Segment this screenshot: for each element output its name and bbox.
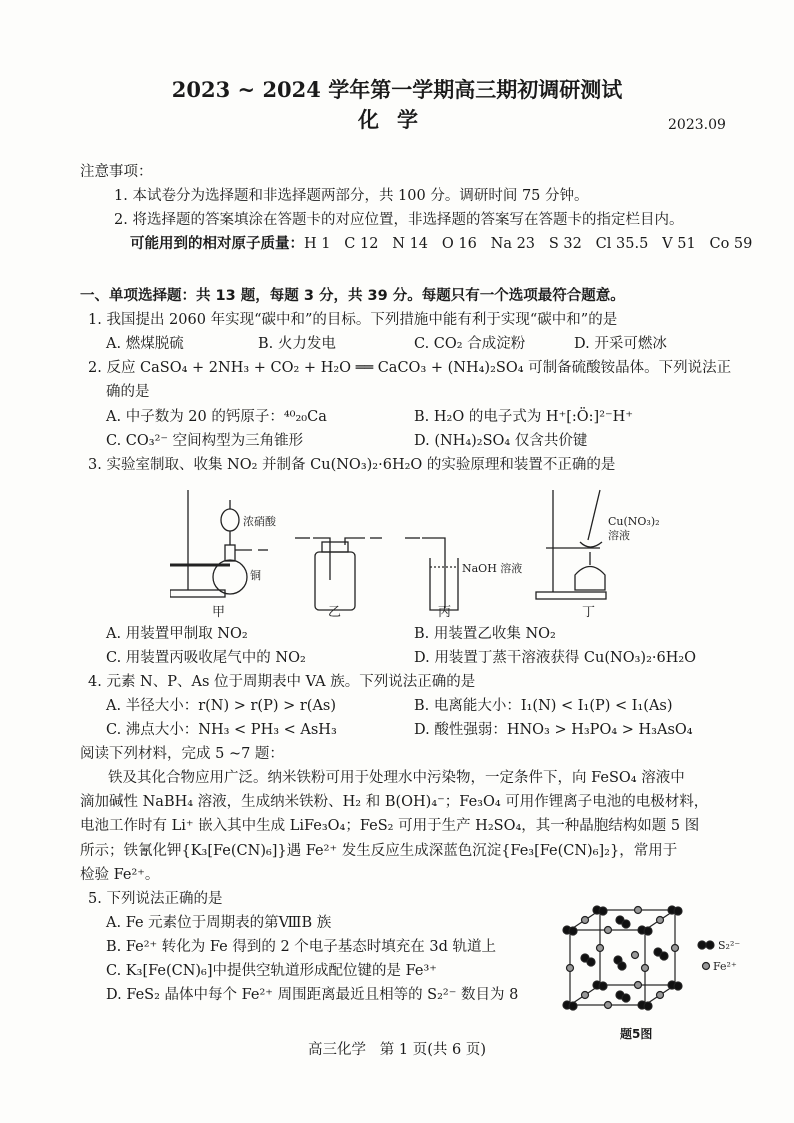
label-cu-no3: Cu(NO₃)₂ [608,515,660,528]
section-heading: 一、单项选择题：共 13 题，每题 3 分，共 39 分。每题只有一个选项最符合题意。 [80,288,625,304]
label-conc-nitric: 浓硝酸 [243,515,276,528]
apparatus-bing [405,538,522,620]
question-2-stem: 2. 反应 CaSO₄ + 2NH₃ + CO₂ + H₂O ══ CaCO₃ + (NH₄)₂SO₄ 可制备硫酸铵晶体。下列说法正 [88,360,732,376]
option: B. 火力发电 [258,336,336,352]
option: B. H₂O 的电子式为 H⁺[:Ö:]²⁻H⁺ [414,409,633,425]
option: D. FeS₂ 晶体中每个 Fe²⁺ 周围距离最近且相等的 S₂²⁻ 数目为 8 [106,987,519,1003]
legend-s2: S₂²⁻ [718,939,741,952]
option: C. 沸点大小：NH₃ < PH₃ < AsH₃ [106,722,337,738]
notes-heading: 注意事项： [80,164,153,180]
question-1-stem: 1. 我国提出 2060 年实现“碳中和”的目标。下列措施中能有利于实现“碳中和”的是 [88,312,618,328]
reading-line: 滴加碱性 NaBH₄ 溶液，生成纳米铁粉、H₂ 和 B(OH)₄⁻；Fe₃O₄ 可用作锂离子电池的电极材料， [80,794,709,810]
apparatus-jia [170,490,277,620]
apparatus-ding [536,490,660,620]
option: A. Fe 元素位于周期表的第ⅧB 族 [106,915,332,931]
label-naoh: NaOH 溶液 [462,562,523,575]
reading-line: 电池工作时有 Li⁺ 嵌入其中生成 LiFe₃O₄；FeS₂ 可用于生产 H₂SO₄，其一种晶胞结构如题 5 图 [80,818,700,834]
option: A. 中子数为 20 的钙原子：⁴⁰₂₀Ca [106,409,327,425]
question-4-stem: 4. 元素 N、P、As 位于周期表中 VA 族。下列说法正确的是 [88,674,476,690]
page-footer: 高三化学 第 1 页(共 6 页) [307,1042,487,1058]
label-jia: 甲 [212,605,226,620]
option: C. CO₃²⁻ 空间构型为三角锥形 [106,433,304,449]
atomic-masses-label: 可能用到的相对原子质量： [130,236,304,252]
label-copper: 铜 [250,569,261,582]
question-2-stem-cont: 确的是 [106,384,150,400]
note-item: 2. 将选择题的答案填涂在答题卡的对应位置，非选择题的答案写在答题卡的指定栏目内。 [114,212,684,228]
question-3-stem: 3. 实验室制取、收集 NO₂ 并制备 Cu(NO₃)₂·6H₂O 的实验原理和装置不正确的是 [88,457,616,473]
option: C. K₃[Fe(CN)₆]中提供空轨道形成配位键的是 Fe³⁺ [106,963,437,979]
option: D. 用装置丁蒸干溶液获得 Cu(NO₃)₂·6H₂O [414,650,697,666]
subject-title: 化学 [358,107,436,132]
option: B. 电离能大小：I₁(N) < I₁(P) < I₁(As) [414,698,673,714]
note-item: 1. 本试卷分为选择题和非选择题两部分，共 100 分。调研时间 75 分钟。 [114,188,589,204]
option: C. 用装置丙吸收尾气中的 NO₂ [106,650,306,666]
option: B. 用装置乙收集 NO₂ [414,626,556,642]
option: D. 酸性强弱：HNO₃ > H₃PO₄ > H₃AsO₄ [414,722,693,738]
exam-date: 2023.09 [668,117,726,133]
label-ding: 丁 [582,605,596,620]
label-yi: 乙 [328,605,342,620]
atomic-masses [130,234,752,254]
exam-title: 2023 ~ 2024 学年第一学期高三期初调研测试 [171,77,623,102]
reading-line: 检验 Fe²⁺。 [80,867,160,883]
label-bing: 丙 [438,605,452,620]
legend-fe2: Fe²⁺ [713,960,737,973]
option: B. Fe²⁺ 转化为 Fe 得到的 2 个电子基态时填充在 3d 轨道上 [106,939,497,955]
option: A. 半径大小：r(N) > r(P) > r(As) [106,698,337,714]
option: D. 开采可燃冰 [574,336,667,352]
option: D. (NH₄)₂SO₄ 仅含共价键 [414,433,588,449]
crystal-cell-figure [560,900,760,1020]
option: A. 用装置甲制取 NO₂ [106,626,248,642]
figure-caption: 题5图 [620,1027,653,1041]
question-5-stem: 5. 下列说法正确的是 [88,891,223,907]
label-solution: 溶液 [608,529,630,542]
apparatus-yi [295,538,382,620]
apparatus-figure [170,480,730,620]
option: C. CO₂ 合成淀粉 [414,336,526,352]
reading-intro: 阅读下列材料，完成 5 ~7 题： [80,746,284,762]
reading-line: 所示；铁氰化钾{K₃[Fe(CN)₆]}遇 Fe²⁺ 发生反应生成深蓝色沉淀{Fe₃[Fe(CN)₆]₂}，常用于 [80,843,678,859]
reading-line: 铁及其化合物应用广泛。纳米铁粉可用于处理水中污染物，一定条件下，向 FeSO₄ 溶液中 [108,770,685,786]
atomic-masses-values: H 1 C 12 N 14 O 16 Na 23 S 32 Cl 35.5 V 51 Co 59 [304,236,753,252]
option: A. 燃煤脱硫 [106,336,184,352]
